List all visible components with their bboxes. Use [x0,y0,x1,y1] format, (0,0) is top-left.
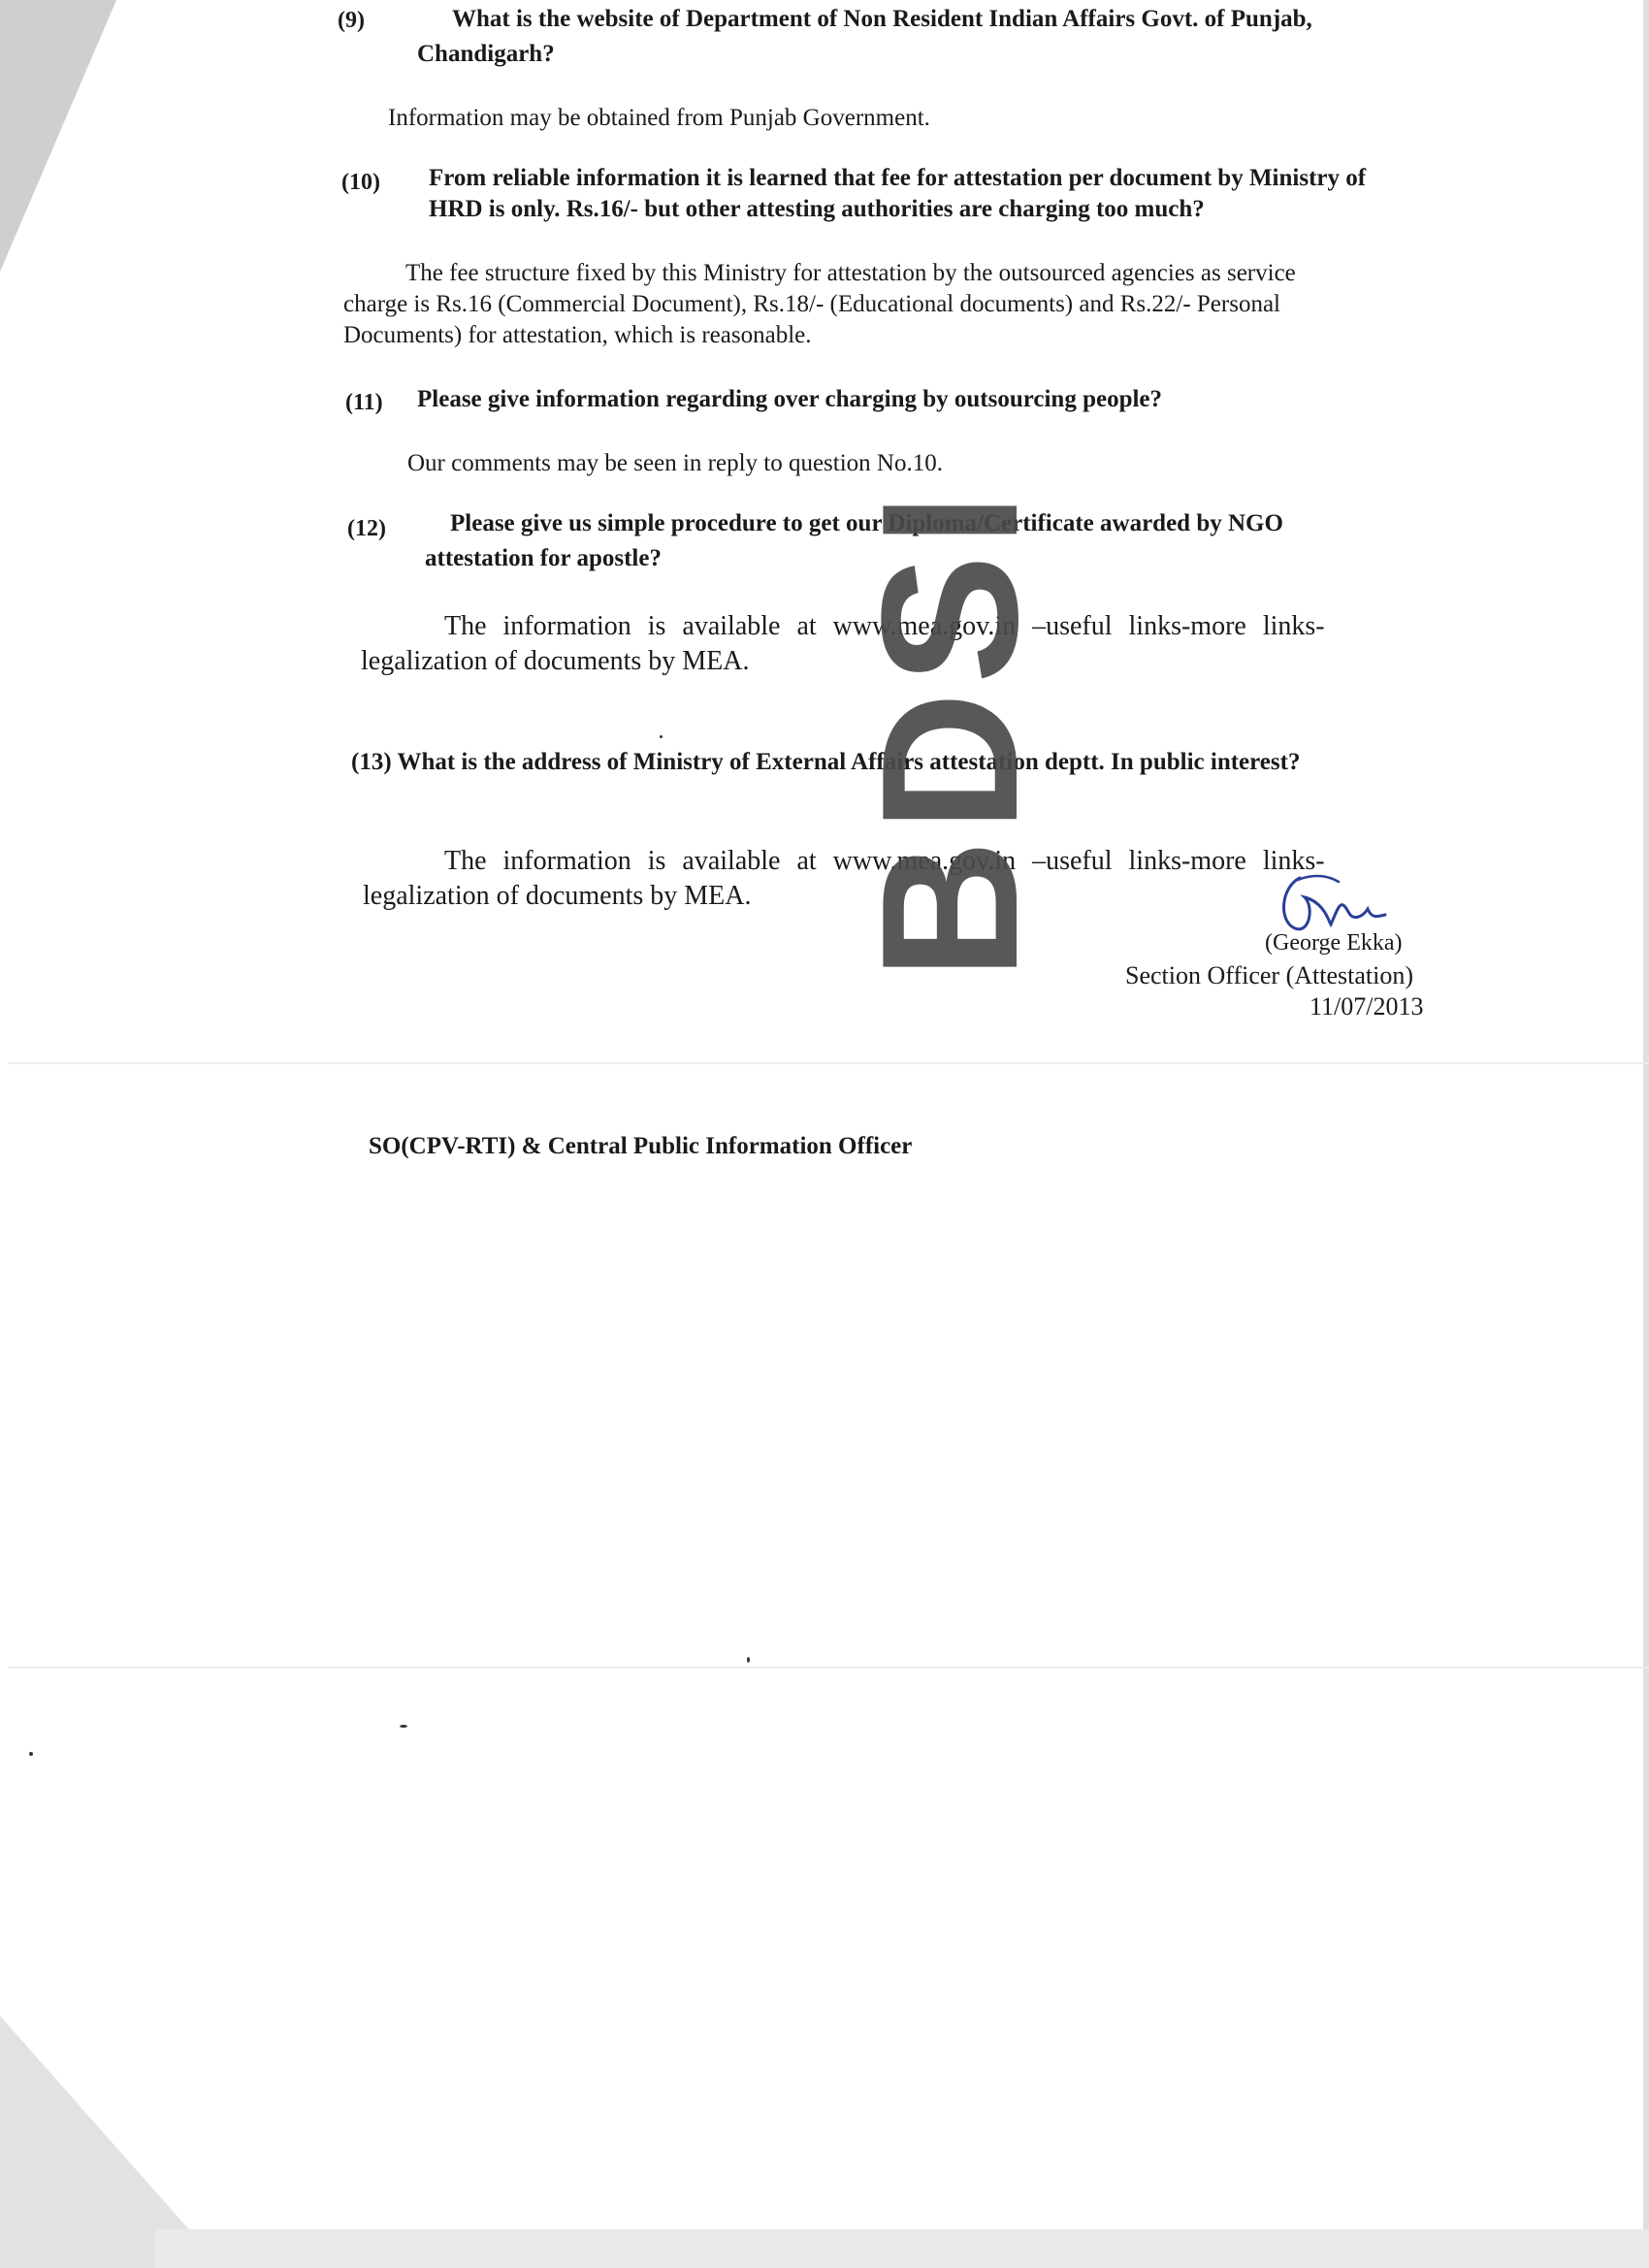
q12-answer-line2: legalization of documents by MEA. [361,646,750,676]
recipient: SO(CPV-RTI) & Central Public Information Officer [369,1133,913,1159]
page-fold-line [8,1667,1649,1669]
q13-question: (13) What is the address of Ministry of External Affairs attestation deptt. In public interest? [351,749,1301,775]
scan-speck [29,1752,33,1756]
q12-question-line2: attestation for apostle? [425,545,662,571]
q11-number: (11) [345,390,383,415]
page-fold-line [8,1062,1649,1064]
signatory-designation: Section Officer (Attestation) [1125,961,1413,989]
q13-answer-line2: legalization of documents by MEA. [363,881,752,911]
q12-number: (12) [347,516,386,541]
q9-question-line2: Chandigarh? [417,41,555,67]
q10-answer-line3: Documents) for attestation, which is reasonable. [343,322,812,348]
watermark: BDSI [842,485,1058,980]
scan-speck [660,735,663,738]
scan-speck [400,1725,407,1728]
q9-question-line1: What is the website of Department of Non Resident Indian Affairs Govt. of Punjab, [452,6,1312,32]
scan-corner-top-left [0,0,116,272]
q10-answer-line2: charge is Rs.16 (Commercial Document), Rs.18/- (Educational documents) and Rs.22/- Personal [343,291,1281,317]
q10-question-line1: From reliable information it is learned that fee for attestation per document by Ministry of [429,165,1367,191]
q10-question-line2: HRD is only. Rs.16/- but other attesting authorities are charging too much? [429,196,1205,222]
q10-number: (10) [341,170,380,195]
scan-speck [747,1657,750,1663]
scan-edge-bottom [155,2229,1649,2268]
q12-question-line1: Please give us simple procedure to get our Diploma/Certificate awarded by NGO [450,510,1283,536]
scan-edge-right [1643,0,1649,2229]
q12-answer-line1: The information is available at www.mea.gov.in –useful links-more links- [444,611,1325,641]
signatory-date: 11/07/2013 [1310,992,1424,1021]
q11-question: Please give information regarding over charging by outsourcing people? [417,386,1163,412]
signatory-name: (George Ekka) [1265,930,1403,956]
q9-answer: Information may be obtained from Punjab Government. [388,105,930,131]
q11-answer: Our comments may be seen in reply to question No.10. [407,450,943,476]
q13-answer-line1: The information is available at www.mea.gov.in –useful links-more links- [444,846,1325,876]
q10-answer-line1: The fee structure fixed by this Ministry for attestation by the outsourced agencies as service [405,260,1296,286]
q9-number: (9) [338,8,365,33]
